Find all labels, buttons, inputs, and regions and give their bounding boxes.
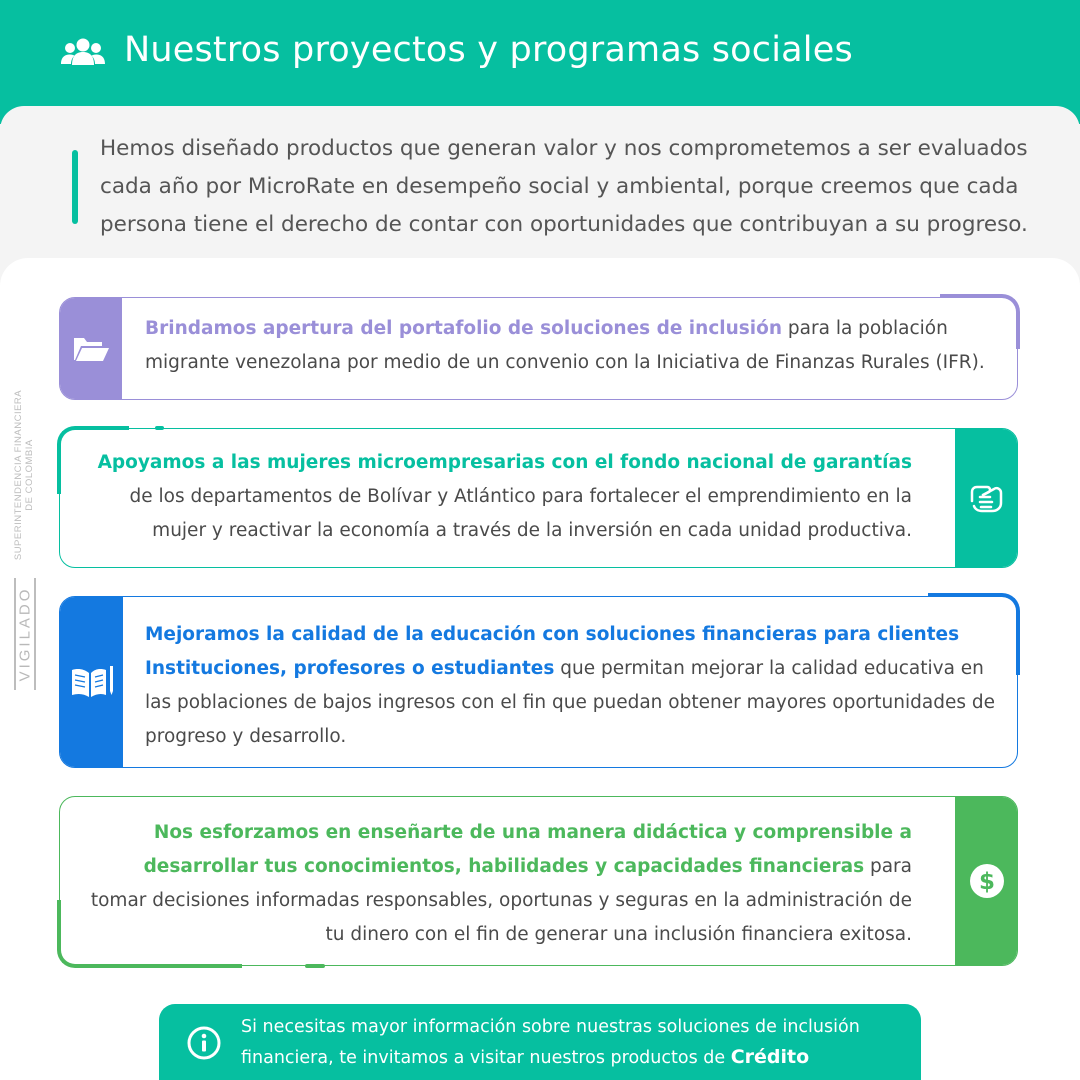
info-circle-icon xyxy=(187,1026,221,1060)
card-accent-corner xyxy=(57,900,242,968)
card-accent-corner xyxy=(928,593,1020,675)
folder-open-icon xyxy=(71,334,111,364)
card-body: para la población migrante venezolana por medio de un convenio con la Iniciativa de Finanzas Rurales (IFR). xyxy=(145,318,985,373)
card-icon-panel xyxy=(60,298,122,399)
handshake-fist-icon xyxy=(968,479,1006,517)
card-accent-dash xyxy=(155,426,164,430)
superintendencia-label: SUPERINTENDENCIA FINANCIERA DE COLOMBIA xyxy=(13,389,35,561)
footer-info-banner xyxy=(159,1004,921,1080)
card-accent-corner xyxy=(940,294,1020,349)
intro-accent-bar xyxy=(72,150,78,224)
card-mujeres-microempresarias xyxy=(59,428,1018,568)
users-group-icon xyxy=(60,36,106,66)
svg-text:$: $ xyxy=(978,869,996,895)
card-highlight: Nos esforzamos en enseñarte de una manera didáctica y comprensible a desarrollar tus conocimientos, habilidades y capacidades financieras xyxy=(143,822,912,877)
card-accent-dash xyxy=(305,964,325,968)
card-text xyxy=(88,446,912,548)
card-icon-panel xyxy=(955,429,1018,567)
card-calidad-educacion xyxy=(59,596,1018,768)
vigilado-label: VIGILADO xyxy=(14,578,36,690)
footer-message: Si necesitas mayor información sobre nuestras soluciones de inclusión financiera, te invitamos a visitar nuestros productos de xyxy=(241,1017,860,1068)
card-body: de los departamentos de Bolívar y Atlántico para fortalecer el emprendimiento en la mujer y reactivar la economía a través de la inversión en cada unidad productiva. xyxy=(129,486,912,541)
card-icon-panel xyxy=(60,597,123,767)
card-highlight: Mejoramos la calidad de la educación con soluciones financieras para clientes Instituciones, profesores o estudiantes xyxy=(145,624,960,679)
card-accent-corner xyxy=(57,426,129,494)
card-text xyxy=(145,618,1005,754)
page-title: Nuestros proyectos y programas sociales xyxy=(124,30,853,70)
intro-text: Hemos diseñado productos que generan valor y nos comprometemos a ser evaluados cada año por MicroRate en desempeño social y ambiental, porque creemos que cada persona tiene el derecho de contar con oportunidades que contribuyan a su progreso. xyxy=(100,136,1028,237)
card-text xyxy=(145,312,1005,380)
card-inclusion-migrantes xyxy=(59,297,1018,400)
card-body: para tomar decisiones informadas responsables, oportunas y seguras en la administración de tu dinero con el fin de generar una inclusión financiera exitosa. xyxy=(90,856,912,945)
card-icon-panel xyxy=(955,797,1018,965)
book-open-icon xyxy=(70,664,114,700)
footer-text xyxy=(241,1012,911,1073)
card-highlight: Brindamos apertura del portafolio de soluciones de inclusión xyxy=(145,318,783,339)
card-highlight: Apoyamos a las mujeres microempresarias con el fondo nacional de garantías xyxy=(97,452,912,473)
dollar-coin-icon xyxy=(969,863,1005,899)
credito-link[interactable]: Crédito xyxy=(730,1046,810,1068)
card-body: que permitan mejorar la calidad educativa en las poblaciones de bajos ingresos con el fin que puedan obtener mayores oportunidades de progreso y desarrollo. xyxy=(145,658,995,747)
